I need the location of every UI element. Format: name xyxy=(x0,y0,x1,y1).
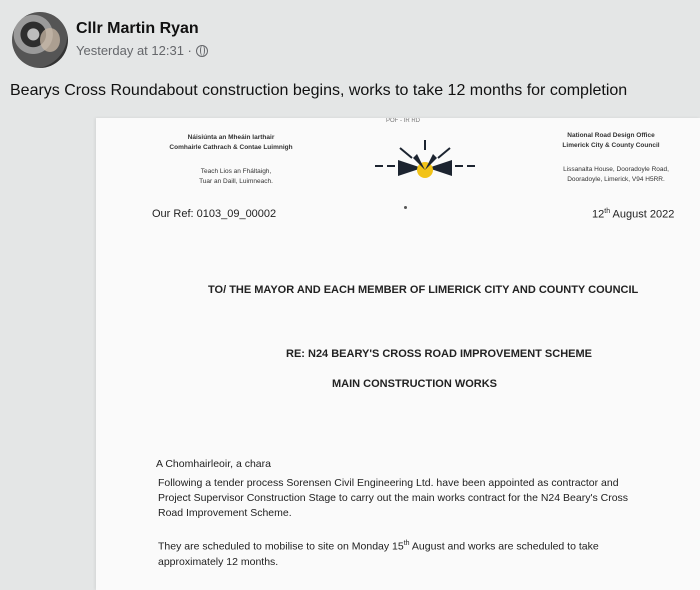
right-header-line2: Limerick City & County Council xyxy=(562,142,660,149)
post-header xyxy=(12,12,672,70)
para2-line1a: They are scheduled to mobilise to site on Monday 15 xyxy=(158,540,404,553)
para2-sup: th xyxy=(403,540,410,547)
date-suffix: th xyxy=(604,208,611,215)
speck-mark xyxy=(404,206,407,209)
letter-date xyxy=(592,208,674,221)
author-name[interactable]: Cllr Martin Ryan xyxy=(76,20,199,37)
globe-icon xyxy=(196,45,208,57)
avatar[interactable] xyxy=(12,12,68,68)
left-header-line3: Teach Lios an Fháltaigh, xyxy=(200,168,272,175)
para2-line1b: August and works are scheduled to take xyxy=(409,540,599,553)
post-timestamp[interactable]: Yesterday at 12:31 · xyxy=(76,43,192,58)
left-header-line2: Comhairle Cathrach & Contae Luimnigh xyxy=(169,144,293,151)
right-header-line4: Dooradoyle, Limerick, V94 H5RR. xyxy=(567,176,665,183)
salutation: A Chomhairleoir, a chara xyxy=(156,458,271,470)
left-header-line4: Tuar an Daill, Luimneach. xyxy=(199,178,273,185)
right-header-line1: National Road Design Office xyxy=(567,132,655,139)
post-text: Bearys Cross Roundabout construction begins, works to take 12 months for completion xyxy=(10,82,628,99)
council-logo-icon xyxy=(370,128,480,188)
logo-top-text: POF - IR RD xyxy=(386,118,420,124)
re-line: RE: N24 BEARY'S CROSS ROAD IMPROVEMENT SCHEME xyxy=(286,348,592,360)
to-line: TO/ THE MAYOR AND EACH MEMBER OF LIMERICK CITY AND COUNTY COUNCIL xyxy=(208,284,639,296)
post-meta xyxy=(76,43,208,58)
sub-line: MAIN CONSTRUCTION WORKS xyxy=(332,378,497,390)
left-header-line1: Náisiúnta an Mheáin Iarthair xyxy=(187,134,275,141)
right-header-line3: Lissanalta House, Dooradoyle Road, xyxy=(563,166,669,173)
paragraph-2 xyxy=(158,536,688,570)
para1-line2: Project Supervisor Construction Stage to carry out the main works contract for the N24 Beary's Cross xyxy=(158,492,629,504)
date-rest: August 2022 xyxy=(610,208,675,221)
letter-image[interactable] xyxy=(96,118,700,590)
para2-line1 xyxy=(158,536,688,555)
para2-line2: approximately 12 months. xyxy=(158,555,279,568)
date-day: 12 xyxy=(592,208,605,221)
paragraph-1 xyxy=(158,476,688,521)
para1-line3: Road Improvement Scheme. xyxy=(158,507,292,519)
our-ref: Our Ref: 0103_09_00002 xyxy=(152,208,277,220)
para1-line1: Following a tender process Sorensen Civil Engineering Ltd. have been appointed as contractor and xyxy=(158,477,619,489)
